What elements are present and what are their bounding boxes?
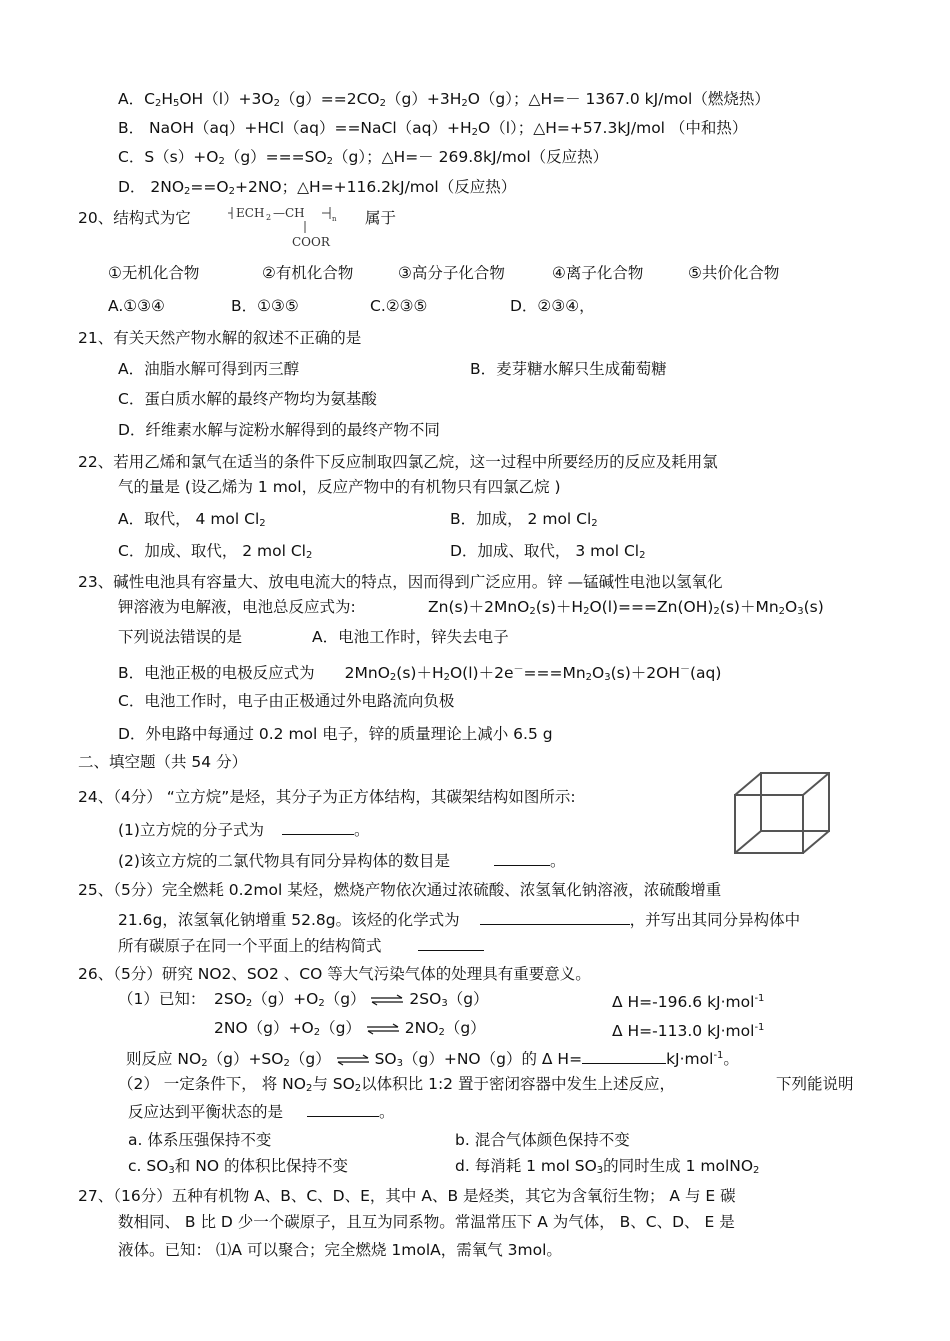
q24-answer-blank-1[interactable]: [282, 818, 354, 835]
q20-item-5: ⑤共价化合物: [688, 264, 780, 282]
q27-line3: 液体。已知： ⑴A 可以聚合；完全燃烧 1molA，需氧气 3mol。: [118, 1241, 562, 1259]
q22-option-d: D．加成、取代， 3 mol $Cl_2$: [450, 542, 646, 561]
equilibrium-arrow-icon: [336, 1054, 370, 1066]
q19-option-c: C．$S(s)+O_2(g)===SO_2(g)$；△H=－ 269.8kJ/mol（反应热）: [118, 148, 609, 167]
q26-enthalpy2: Δ H=-113.0 kJ·mol$^{-1}$: [612, 1022, 765, 1040]
q26-part2-line2: 反应达到平衡状态的是 。: [128, 1100, 395, 1122]
q20-item-1: ①无机化合物: [108, 264, 200, 282]
q22-stem-line1: 22、若用乙烯和氯气在适当的条件下反应制取四氯乙烷，这一过程中所要经历的反应及耗用氯: [78, 453, 718, 471]
structure-mid-text: —CH: [273, 206, 305, 220]
q26-option-b: b. 混合气体颜色保持不变: [455, 1131, 630, 1149]
q26-part1-label: （1）已知：: [118, 990, 206, 1008]
q25-line2: 21.6g，浓氢氧化钠增重 52.8g。该烃的化学式为 ，并写出其同分异构体中: [118, 908, 800, 930]
structure-n: n: [332, 215, 337, 223]
q20-stem-end: 属于: [365, 209, 397, 227]
q26-enthalpy1: Δ H=-196.6 kJ·mol$^{-1}$: [612, 993, 765, 1011]
q23-stem-line1: 23、碱性电池具有容量大、放电电流大的特点，因而得到广泛应用。锌 —锰碱性电池以氢氧化: [78, 573, 723, 591]
q26-option-a: a. 体系压强保持不变: [128, 1131, 272, 1149]
q25-answer-blank-formula[interactable]: [480, 908, 630, 925]
q19-option-b: B． $NaOH(aq)+HCl(aq)==NaCl(aq)+H_2O(l)$；△H=+57.3kJ/mol （中和热）: [118, 119, 748, 138]
q20-option-a: A.①③④: [108, 297, 165, 315]
q19-option-d: D． $2NO_2==O_2+2NO$；△H=+116.2kJ/mol（反应热）: [118, 178, 517, 197]
equilibrium-arrow-icon: [366, 1023, 400, 1035]
equilibrium-arrow-icon: [370, 994, 404, 1006]
q26-reaction1: $2SO_2(g)+O_2(g)$ $2SO_3(g)$: [214, 990, 489, 1009]
q26-answer-blank-equilibrium[interactable]: [307, 1100, 379, 1117]
q23-option-d: D．外电路中每通过 0.2 mol 电子，锌的质量理论上减小 6.5 g: [118, 725, 553, 743]
q20-item-2: ②有机化合物: [262, 264, 354, 282]
q21-stem: 21、有关天然产物水解的叙述不正确的是: [78, 329, 362, 347]
q20-item-3: ③高分子化合物: [398, 264, 505, 282]
q26-part2-line1-end: 下列能说明: [776, 1075, 854, 1093]
q20-option-b: B．①③⑤: [231, 297, 299, 315]
structure-subscript-2: 2: [266, 213, 272, 222]
q21-option-b: B．麦芽糖水解只生成葡萄糖: [470, 360, 667, 378]
q25-line3: 所有碳原子在同一个平面上的结构简式: [118, 934, 484, 956]
q26-stem: 26、（5分）研究 NO2、SO2 、CO 等大气污染气体的处理具有重要意义。: [78, 965, 591, 983]
q26-option-c: c. $SO_3$和 NO 的体积比保持不变: [128, 1157, 348, 1176]
q22-option-c: C．加成、取代， 2 mol $Cl_2$: [118, 542, 313, 561]
q27-line1: 27、（16分）五种有机物 A、B、C、D、E，其中 A、B 是烃类，其它为含氧衍生物； A 与 E 碳: [78, 1187, 736, 1205]
q26-target-reaction: 则反应 $NO_2(g)+SO_2(g)$ $SO_3(g)+NO(g)$的 Δ H= kJ·mol$^{-1}$。: [126, 1046, 739, 1074]
q22-option-b: B．加成， 2 mol $Cl_2$: [450, 510, 598, 529]
q24-part1: (1)立方烷的分子式为 。: [118, 818, 369, 840]
q23-stem-line3: 下列说法错误的是: [118, 628, 243, 646]
q27-line2: 数相同、 B 比 D 少一个碳原子，且互为同系物。常温常压下 A 为气体， B、C、D、 E 是: [118, 1213, 735, 1231]
q20-item-4: ④离子化合物: [552, 264, 644, 282]
q20-option-d: D．②③④，: [510, 297, 595, 315]
q21-option-c: C．蛋白质水解的最终产物均为氨基酸: [118, 390, 377, 408]
q25-line1: 25、（5分）完全燃耗 0.2mol 某烃，燃烧产物依次通过浓硫酸、浓氢氧化钠溶液，浓硫酸增重: [78, 881, 722, 899]
q24-stem: 24、（4分） “立方烷”是烃，其分子为正方体结构，其碳架结构如图所示:: [78, 788, 576, 806]
q19-option-a: A．$C_2H_5OH(l)+3O_2(g)==2CO_2(g)+3H_2O(g)$；△H=－ 1367.0 kJ/mol（燃烧热）: [118, 90, 770, 109]
q21-option-d: D．纤维素水解与淀粉水解得到的最终产物不同: [118, 421, 440, 439]
structure-left-text: ECH: [236, 206, 265, 220]
q26-part2-line1: （2） 一定条件下， 将 $NO_2$与 $SO_2$以体积比 1:2 置于密闭容器中发生上述反应，: [118, 1075, 675, 1094]
q26-option-d: d. 每消耗 1 mol $SO_3$的同时生成 1 molNO$_2$: [455, 1157, 760, 1176]
q23-stem-line2a: 钾溶液为电解液，电池总反应式为:: [118, 598, 356, 616]
cubane-cube-diagram: [732, 770, 832, 856]
q23-option-b: B．电池正极的电极反应式为 $2MnO_2(s)+H_2O(l)+2e^-===Mn_2O_3(s)+2OH^-(aq)$: [118, 664, 722, 683]
structure-sub-text: COOR: [292, 235, 330, 249]
q26-answer-blank-enthalpy[interactable]: [582, 1047, 666, 1064]
q20-stem: 20、结构式为它: [78, 209, 191, 227]
q23-option-a: A．电池工作时，锌失去电子: [312, 628, 509, 646]
q24-part2: (2)该立方烷的二氯代物具有同分异构体的数目是 。: [118, 849, 565, 871]
q22-option-a: A．取代， 4 mol $Cl_2$: [118, 510, 266, 529]
q23-option-c: C．电池工作时，电子由正极通过外电路流向负极: [118, 692, 455, 710]
q25-answer-blank-structure[interactable]: [418, 934, 484, 951]
q20-option-c: C.②③⑤: [370, 297, 428, 315]
polymer-structure-formula: [226, 204, 350, 250]
q26-reaction2: $2NO(g)+O_2(g)$ $2NO_2(g)$: [214, 1019, 486, 1038]
q23-total-reaction: $Zn(s)+2MnO_2(s)+H_2O(l)===Zn(OH)_2(s)+Mn_2O_3(s)$: [428, 598, 824, 617]
q24-answer-blank-2[interactable]: [494, 849, 550, 866]
section-title-fill-in: 二、填空题（共 54 分）: [78, 753, 248, 771]
q21-option-a: A．油脂水解可得到丙三醇: [118, 360, 300, 378]
q22-stem-line2: 气的量是 (设乙烯为 1 mol，反应产物中的有机物只有四氯乙烷 ): [118, 478, 561, 496]
